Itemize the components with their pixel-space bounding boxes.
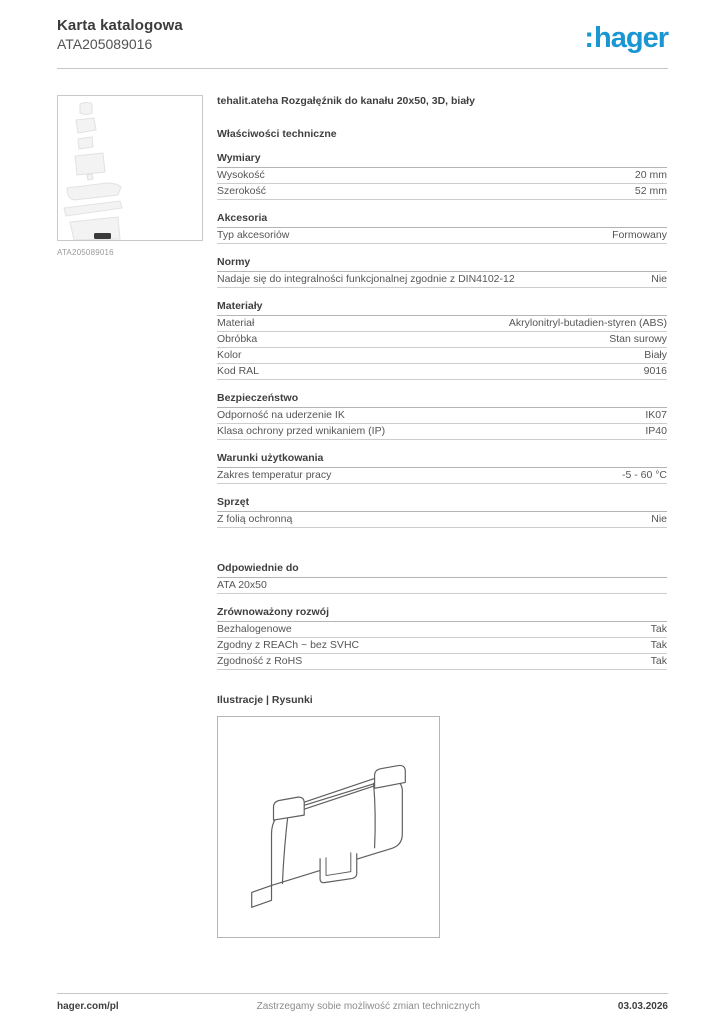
section-title-technical-properties: Właściwości techniczne [217, 128, 337, 140]
footer-disclaimer: Zastrzegamy sobie możliwość zmian technicznych [256, 1001, 481, 1012]
footer-date: 03.03.2026 [617, 1001, 668, 1012]
spec-row [217, 654, 667, 670]
product-thumbnail-caption: ATA205089016 [57, 248, 114, 257]
spec-row [217, 316, 667, 332]
spec-group-bezpieczenstwo [217, 392, 667, 440]
spec-row [217, 364, 667, 380]
illustration-frame [217, 716, 440, 938]
spec-group-zrownowazony-rozwoj [217, 606, 667, 670]
page-header [57, 17, 668, 52]
spec-group-warunki [217, 452, 667, 484]
spec-label: Kod RAL [217, 365, 260, 377]
spec-row [217, 408, 667, 424]
header-divider [57, 68, 668, 69]
spec-row [217, 348, 667, 364]
product-title: tehalit.ateha Rozgałęźnik do kanału 20x50, 3D, biały [217, 95, 475, 107]
spec-value: Stan surowy [609, 333, 667, 345]
spec-row [217, 228, 667, 244]
spec-group-title: Zrównoważony rozwój [217, 606, 667, 622]
spec-group-title: Warunki użytkowania [217, 452, 667, 468]
spec-label: Zgodność z RoHS [217, 655, 303, 667]
spec-value: Nie [651, 513, 667, 525]
spec-label: Klasa ochrony przed wnikaniem (IP) [217, 425, 386, 437]
spec-group-normy [217, 256, 667, 288]
spec-value: 52 mm [634, 185, 667, 197]
spec-row [217, 638, 667, 654]
spec-group-title: Akcesoria [217, 212, 667, 228]
product-thumbnail [57, 95, 203, 241]
spec-label: Obróbka [217, 333, 258, 345]
spec-row [217, 184, 667, 200]
spec-group-title: Odpowiednie do [217, 562, 667, 578]
spec-row [217, 512, 667, 528]
footer-website: hager.com/pl [57, 1001, 119, 1012]
spec-label: Wysokość [217, 169, 265, 181]
spec-row [217, 424, 667, 440]
spec-label: Kolor [217, 349, 242, 361]
spec-row [217, 272, 667, 288]
spec-group-title: Bezpieczeństwo [217, 392, 667, 408]
spec-value: Biały [644, 349, 667, 361]
spec-value: Tak [650, 639, 667, 651]
product-line-drawing [218, 717, 439, 937]
spec-value: Tak [650, 623, 667, 635]
spec-value: IK07 [645, 409, 667, 421]
thumbnail-slot-detail [94, 233, 111, 239]
hager-logo-colon: : [584, 22, 594, 54]
spec-label: Odporność na uderzenie IK [217, 409, 345, 421]
spec-group-title: Materiały [217, 300, 667, 316]
spec-row [217, 578, 667, 594]
spec-value: 20 mm [634, 169, 667, 181]
datasheet-content [217, 95, 667, 938]
hager-logo [584, 24, 668, 53]
spec-label: ATA 20x50 [217, 579, 267, 591]
spec-value: 9016 [643, 365, 667, 377]
spec-value: Nie [651, 273, 667, 285]
spec-label: Szerokość [217, 185, 267, 197]
product-thumbnail-image [58, 96, 202, 240]
spec-group-materialy [217, 300, 667, 380]
spec-group-odpowiednie-do [217, 562, 667, 594]
spec-group-title: Normy [217, 256, 667, 272]
spec-value: -5 - 60 °C [621, 469, 667, 481]
page-footer [57, 993, 668, 1012]
spec-label: Zgodny z REACh ~ bez SVHC [217, 639, 360, 651]
spec-value: Akrylonitryl-butadien-styren (ABS) [508, 317, 667, 329]
spec-label: Nadaje się do integralności funkcjonalnej zgodnie z DIN4102-12 [217, 273, 515, 285]
spec-group-title: Wymiary [217, 152, 667, 168]
spec-group-wymiary [217, 152, 667, 200]
spec-row [217, 468, 667, 484]
spec-label: Typ akcesoriów [217, 229, 290, 241]
spec-label: Materiał [217, 317, 255, 329]
document-reference: ATA205089016 [57, 36, 153, 52]
spec-value: Formowany [612, 229, 667, 241]
document-title: Karta katalogowa [57, 17, 183, 34]
spec-group-akcesoria [217, 212, 667, 244]
spec-label: Z folią ochronną [217, 513, 293, 525]
spec-row [217, 332, 667, 348]
spec-row [217, 622, 667, 638]
hager-logo-text: hager [594, 22, 668, 54]
spec-label: Bezhalogenowe [217, 623, 292, 635]
section-title-illustrations: Ilustracje | Rysunki [217, 694, 313, 706]
spec-row [217, 168, 667, 184]
spec-value: IP40 [645, 425, 667, 437]
spec-label: Zakres temperatur pracy [217, 469, 332, 481]
spec-group-title: Sprzęt [217, 496, 667, 512]
spec-group-sprzet [217, 496, 667, 528]
spec-value: Tak [650, 655, 667, 667]
